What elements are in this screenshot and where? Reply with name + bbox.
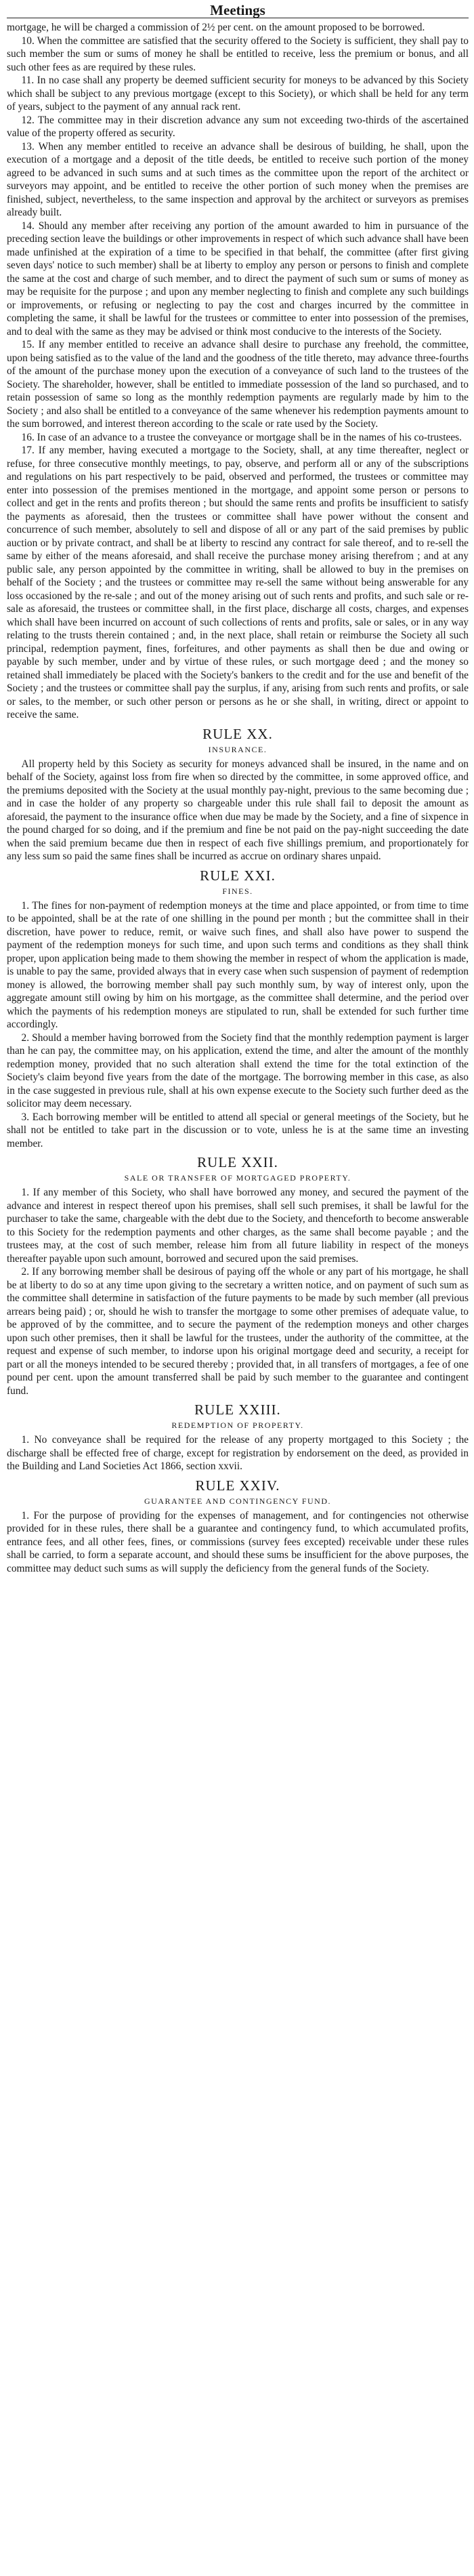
paragraph: 1. If any member of this Society, who shall have borrowed any money, and secured the payment of the advance and interest in respect thereof upon his premises, shall sell such premises, it shall be lawful for the purchaser to take the same, chargeable with the debt due to the Society, and thenceforth to become answerable to this Society for the redemption payments and other charges, as the same shall become payable ; and the trustees may, at the cost of such member, release him from all future liability in respect of the moneys thereafter payable upon such amount, borrowed and secured upon the said premises. [7, 1187, 469, 1265]
paragraph: mortgage, he will be charged a commission of 2½ per cent. on the amount proposed to be borrowed. [7, 22, 425, 33]
rule-heading: RULE XX. [202, 725, 273, 742]
rule-20-section [7, 726, 469, 863]
paragraph: 17. If any member, having executed a mortgage to the Society, shall, at any time thereafter, neglect or refuse, for three consecutive monthly meetings, to pay, observe, and perform all or any of the subscriptions and regulations on his part respectively to be paid, observed and performed, the trustees or committee may enter into possession of the premises mentioned in the mortgage, and appoint some person or persons to collect and get in the rents and profits thereon ; but should the same rents and profits be insufficient to satisfy the payments as aforesaid, then the trustees or committee shall have power without the consent and concurrence of such member, absolutely to sell and dispose of all or any part of the said premises by public auction or by private contract, and shall be at liberty to rescind any contract for sale thereof, and to re-sell the same by either of the means aforesaid, and shall receive the purchase money arising therefrom ; and at any public sale, any person appointed by the committee in writing, shall be allowed to buy in the premises on behalf of the Society ; and the trustees or committee may re-sell the same without being answerable for any loss occasioned by the re-sale ; and out of the money arising out of such rents and profits, and such sale or re-sale as aforesaid, the trustees or committee shall, in the first place, discharge all costs, charges, and expenses which shall have been incurred on account of such collections of rents and profits, sale or sales, or in any way relating to the trusts therein contained ; and, in the next place, shall retain or reimburse the Society all such principal, redemption payment, fines, forfeitures, and other payments as shall then be due and owing or payable by such member, under and by virtue of these rules, or such mortgage deed ; and the money so retained shall immediately be placed with the Society's bankers to the credit and for the use and benefit of the Society ; and the trustees or committee shall pay the surplus, if any, arising from such rents and profits, or sale or sales, to the member, or such other person or persons as he or she shall, in writing, direct or appoint to receive the same. [7, 445, 469, 720]
paragraph: 2. Should a member having borrowed from the Society find that the monthly redemption payment is larger than he can pay, the committee may, on his application, extend the time, and alter the amount of the monthly redemption money, provided that no such alteration shall extend the time for the total extinction of the Society's claim beyond five years from the date of the mortgage. The borrowing member in this case, as also in the case suggested in previous rule, shall at his own expense execute to the Society such further deed as the solicitor may deem necessary. [7, 1031, 469, 1109]
rule-21-section [7, 867, 469, 1151]
rule-heading: RULE XXIII. [194, 1402, 281, 1418]
rule-subheading: FINES. [222, 886, 253, 896]
rule-heading: RULE XXIV. [195, 1477, 280, 1494]
rule-subheading: GUARANTEE AND CONTINGENCY FUND. [144, 1496, 332, 1506]
rule-19-continuation [7, 21, 469, 722]
paragraph: 16. In case of an advance to a trustee the conveyance or mortgage shall be in the names of his co-trustees. [21, 431, 462, 443]
paragraph: 3. Each borrowing member will be entitled to attend all special or general meetings of the Society, but he shall not be entitled to take part in the discussion or to vote, unless he is at the same time an investing member. [7, 1111, 469, 1149]
rule-22-section [7, 1154, 469, 1397]
running-head: Meetings [7, 3, 469, 18]
paragraph: 14. Should any member after receiving any portion of the amount awarded to him in pursuance of the preceding section leave the buildings or other improvements in respect of which such advance shall have been made unfinished at the expiration of a time to be specified in that behalf, the committee (after first giving seven days' notice to such member) shall be at liberty to employ any person or persons to finish and complete the same at the cost and charge of such member, and to direct the payment of such sum or sums of money as may be requisite for the purpose ; and upon any member neglecting to finish and complete any such buildings or improvements, or refusing or neglecting to pay the cost and charges incurred by the committee in completing the same, it shall be lawful for the trustees or committee to enter into possession of the premises, and to deal with the same as they may be advised or think most conducive to the interests of the Society. [7, 220, 469, 338]
paragraph: All property held by this Society as security for moneys advanced shall be insured, in the name and on behalf of the Society, against loss from fire when so directed by the committee, in some approved office, and the premiums deposited with the Society at the usual monthly pay-night, previous to the same becoming due ; and in case the holder of any property so chargeable under this rule shall fail to deposit the amount as aforesaid, the payment to the insurance office when due may be made by the Society, and a fine of sixpence in the pound charged for so doing, and if the premium and fine be not paid on the pay-night succeeding the date when the said premium became due then in respect of each five shillings premium, and proportionately for any less sum so paid the same fines shall be incurred as accrue on ordinary shares unpaid. [7, 758, 469, 862]
paragraph: 12. The committee may in their discretion advance any sum not exceeding two-thirds of the ascertained value of the property offered as security. [7, 114, 469, 139]
paragraph: 1. No conveyance shall be required for the release of any property mortgaged to this Society ; the discharge shall be effected free of charge, except for registration by endorsement on the deed, as provided in the Building and Land Societies Act 1866, section xxvii. [7, 1434, 469, 1472]
rule-heading: RULE XXII. [197, 1154, 278, 1170]
paragraph: 1. For the purpose of providing for the expenses of management, and for contingencies not otherwise provided for in these rules, there shall be a guarantee and contingency fund, to which accumulated profits, entrance fees, and all other fees, fines, or commissions (survey fees excepted) receivable under these rules shall be carried, to form a separate account, and should these sums be insufficient for the above purposes, the committee may deduct such sums as will supply the deficiency from the general funds of the Society. [7, 1509, 469, 1574]
rule-subheading: REDEMPTION OF PROPERTY. [171, 1420, 304, 1430]
paragraph: 10. When the committee are satisfied that the security offered to the Society is sufficient, they shall pay to such member the sum or sums of money he shall be entitled to receive, less the premium or bonus, and all such other fees as are required by these rules. [7, 35, 469, 73]
rule-subheading: SALE OR TRANSFER OF MORTGAGED PROPERTY. [124, 1173, 351, 1183]
rule-24-section [7, 1477, 469, 1576]
paragraph: 2. If any borrowing member shall be desirous of paying off the whole or any part of his mortgage, he shall be at liberty to do so at any time upon giving to the secretary a written notice, and on payment of such sum as the committee shall determine in satisfaction of the future payments to be made by such member (all previous arrears being paid) ; or, should he wish to transfer the mortgage to some other premises of adequate value, to be approved of by the committee, and to secure the payment of the redemption moneys and other charges upon such other premises, then it shall be lawful for the trustees, under the authority of the committee, at the request and expense of such member, to indorse upon his original mortgage deed and security, a receipt for part or all the moneys intended to be secured thereby ; provided that, in all transfers of mortgages, a fee of one pound per cent. upon the amount transferred shall be paid by such member to the guarantee and contingent fund. [7, 1266, 469, 1397]
rule-subheading: INSURANCE. [208, 744, 267, 754]
paragraph: 13. When any member entitled to receive an advance shall be desirous of building, he shall, upon the execution of a mortgage and a deposit of the title deeds, be entitled to receive such portion of the money agreed to be advanced in such sums and at such times as the committee upon the report of the architect or surveyors may appoint, and be entitled to receive the other portion of such money when the premises are finished, subject, nevertheless, to the same inspection and approval by the architect or surveyors as premises already built. [7, 140, 469, 218]
paragraph: 11. In no case shall any property be deemed sufficient security for moneys to be advanced by this Society which shall be subject to any previous mortgage (except to this Society), or which shall be held for any term of years, subject to the payment of any annual rack rent. [7, 75, 469, 113]
rule-23-section [7, 1402, 469, 1473]
rule-heading: RULE XXI. [200, 867, 276, 884]
paragraph: 15. If any member entitled to receive an advance shall desire to purchase any freehold, the committee, upon being satisfied as to the value of the land and the goodness of the title thereto, may advance three-fourths of the amount of the purchase money upon the execution of a conveyance of such land to the trustees of the Society. The shareholder, however, shall be entitled to immediate possession of the land so purchased, and to retain possession of same so long as the monthly redemption payments are regularly made by him to the Society ; and also shall be entitled to a conveyance of the same whenever his redemption payments amount to the sum borrowed, and interest thereon according to the scale or rate used by the Society. [7, 339, 469, 430]
paragraph: 1. The fines for non-payment of redemption moneys at the time and place appointed, or from time to time to be appointed, shall be at the rate of one shilling in the pound per month ; but the committee shall in their discretion, have power to reduce, remit, or waive such fines, and shall also have power to suspend the payment of the redemption moneys for such time, and upon such terms and conditions as they shall think proper, upon application being made to them showing the member in respect of whom the application is made, is unable to pay the same, provided always that in every case when such suspension of payment of redemption money is allowed, the borrowing member shall pay such monthly sum, by way of interest only, upon the aggregate amount still owing by him on his mortgage, as the committee shall determine, and the period over which the payments of his redemption moneys are stipulated to run, shall be extended for such further time accordingly. [7, 899, 469, 1030]
document-body [7, 21, 469, 1575]
